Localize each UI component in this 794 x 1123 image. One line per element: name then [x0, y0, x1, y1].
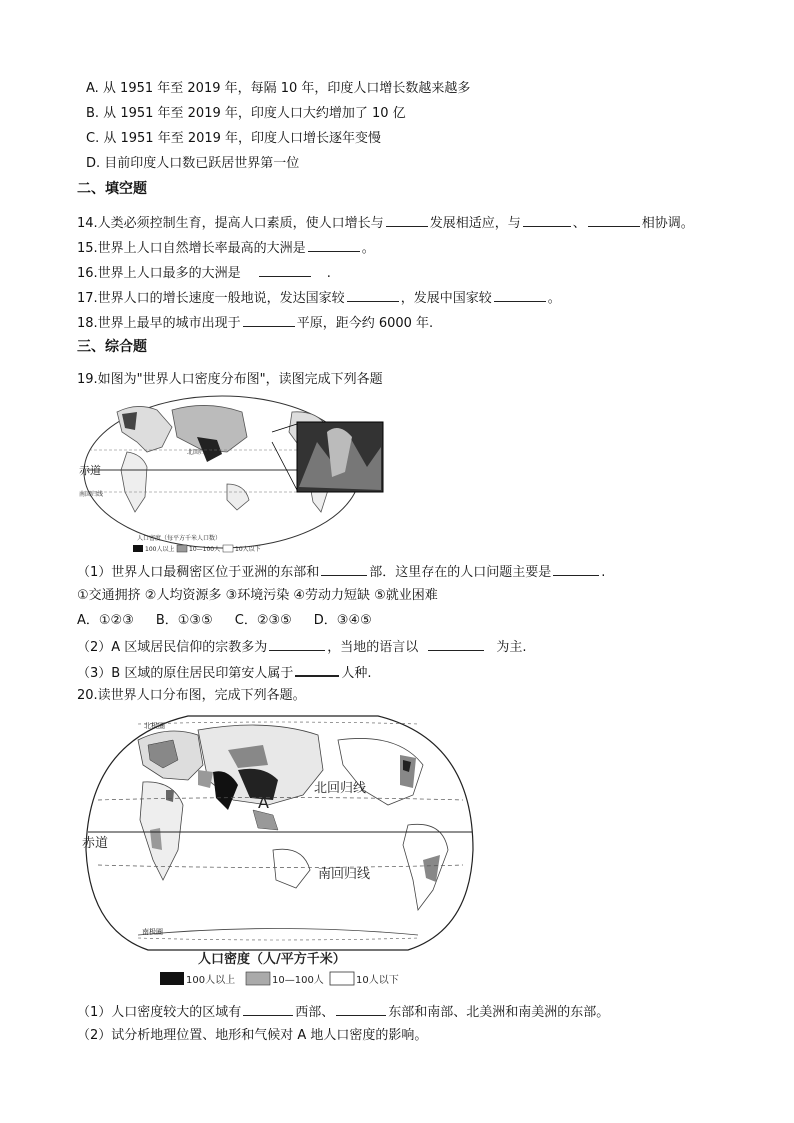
q19-sub1-text-2: 部．这里存在的人口问题主要是 [369, 565, 552, 580]
q19-sub1-blank-1[interactable] [321, 562, 367, 576]
q17-text-3: 。 [547, 291, 561, 306]
q14-blank-3[interactable] [588, 213, 640, 227]
q19-sub3-text-1: （3）B 区域的原住居民印第安人属于 [77, 666, 294, 681]
q19-equator-label: 赤道 [79, 464, 101, 477]
q19-legend-sparse: 10人以下 [235, 546, 261, 553]
q20-sub2: （2）试分析地理位置、地形和气候对 A 地人口密度的影响。 [77, 1028, 428, 1043]
q13-option-a: A. 从 1951 年至 2019 年，每隔 10 年，印度人口增长数越来越多 [86, 81, 471, 96]
section-title-fill-blank: 二、填空题 [77, 181, 147, 197]
q16-text-1: 16.世界上人口最多的大洲是 [77, 266, 241, 281]
q19-answer-b[interactable]: B．①③⑤ [155, 613, 213, 628]
q14-text-3: 、 [572, 216, 586, 231]
q13-option-c: C. 从 1951 年至 2019 年，印度人口增长逐年变慢 [86, 131, 382, 146]
q13-option-d: D. 目前印度人口数已跃居世界第一位 [86, 156, 300, 171]
q20-legend-sparse: 10人以下 [356, 975, 399, 986]
q17-text-1: 17.世界人口的增长速度一般地说，发达国家较 [77, 291, 345, 306]
question-17 [77, 288, 561, 308]
q19-sub1-text-3: . [601, 565, 606, 580]
q20-equator-label: 赤道 [82, 836, 109, 851]
question-15 [77, 238, 375, 258]
q20-sub1-text-1: （1）人口密度较大的区域有 [77, 1005, 242, 1020]
q19-sub1 [77, 562, 605, 582]
q19-capricorn-label: 南回归线 [79, 491, 104, 498]
q19-answer-c[interactable]: C．②③⑤ [234, 613, 292, 628]
q19-population-map [77, 392, 387, 560]
q20-sub1-text-2: 西部、 [295, 1005, 335, 1020]
q15-text-1: 15.世界上人口自然增长率最高的大洲是 [77, 241, 306, 256]
q19-stem: 19.如图为"世界人口密度分布图"，读图完成下列各题 [77, 372, 383, 387]
q19-sub2-blank-2[interactable] [428, 637, 484, 651]
q20-arctic-label: 北极圈 [144, 722, 165, 730]
q20-legend-medium: 10—100人 [272, 975, 324, 986]
q20-capricorn-label: 南回归线 [318, 867, 371, 882]
q19-legend-dense: 100人以上 [145, 546, 175, 553]
q14-text-1: 14.人类必须控制生育，提高人口素质，使人口增长与 [77, 216, 384, 231]
q14-blank-2[interactable] [523, 213, 571, 227]
q20-stem: 20.读世界人口分布图，完成下列各题。 [77, 688, 306, 703]
q19-choices: ①交通拥挤 ②人均资源多 ③环境污染 ④劳动力短缺 ⑤就业困难 [77, 588, 438, 603]
q19-legend-medium: 10—100人 [189, 546, 221, 553]
q18-text-2: 平原，距今约 6000 年. [296, 316, 434, 331]
question-16 [77, 263, 331, 283]
q14-text-2: 发展相适应，与 [429, 216, 521, 231]
section-title-comprehensive: 三、综合题 [77, 339, 147, 355]
q19-sub3 [77, 662, 371, 683]
q20-antarctic-label: 南极圈 [142, 928, 163, 936]
q20-sub1-blank-1[interactable] [243, 1002, 293, 1016]
q19-sub2-text-2: ，当地的语言以 [327, 640, 419, 655]
q17-blank-1[interactable] [347, 288, 399, 302]
q13-option-b: B. 从 1951 年至 2019 年，印度人口大约增加了 10 亿 [86, 106, 406, 121]
q20-population-map [78, 710, 478, 992]
q16-blank[interactable] [259, 263, 311, 277]
q16-text-2: . [326, 266, 331, 281]
q15-text-2: 。 [361, 241, 375, 256]
q19-answer-d[interactable]: D．③④⑤ [313, 613, 372, 628]
q18-blank[interactable] [243, 313, 295, 327]
q19-sub3-text-2: 人种. [341, 666, 372, 681]
q17-text-2: ，发展中国家较 [400, 291, 492, 306]
q19-sub1-blank-2[interactable] [553, 562, 599, 576]
q19-sub2-text-1: （2）A 区域居民信仰的宗教多为 [77, 640, 268, 655]
q19-sub2 [77, 637, 526, 657]
q20-sub1-blank-2[interactable] [336, 1002, 386, 1016]
q14-text-4: 相协调。 [641, 216, 694, 231]
q19-sub2-text-3: 为主. [496, 640, 527, 655]
q19-sub1-text-1: （1）世界人口最稠密区位于亚洲的东部和 [77, 565, 320, 580]
question-14 [77, 213, 694, 233]
q19-cancer-label: 北回归线 [187, 449, 212, 456]
q20-sub1 [77, 1002, 609, 1022]
q20-sub1-text-3: 东部和南部、北美洲和南美洲的东部。 [388, 1005, 610, 1020]
q19-answer-options [77, 612, 372, 630]
q18-text-1: 18.世界上最早的城市出现于 [77, 316, 241, 331]
q15-blank[interactable] [308, 238, 360, 252]
q19-sub3-blank[interactable] [295, 662, 339, 677]
q19-sub2-blank-1[interactable] [269, 637, 325, 651]
q17-blank-2[interactable] [494, 288, 546, 302]
q20-legend-dense: 100人以上 [186, 975, 236, 986]
q20-cancer-label: 北回归线 [314, 781, 367, 796]
q20-point-a-label: A [258, 793, 269, 812]
question-18 [77, 313, 433, 333]
q19-legend-title: 人口密度（每平方千米人口数） [137, 535, 222, 542]
q14-blank-1[interactable] [386, 213, 428, 227]
q20-legend-title: 人口密度（人/平方千米） [198, 952, 346, 967]
q19-answer-a[interactable]: A．①②③ [77, 613, 134, 628]
